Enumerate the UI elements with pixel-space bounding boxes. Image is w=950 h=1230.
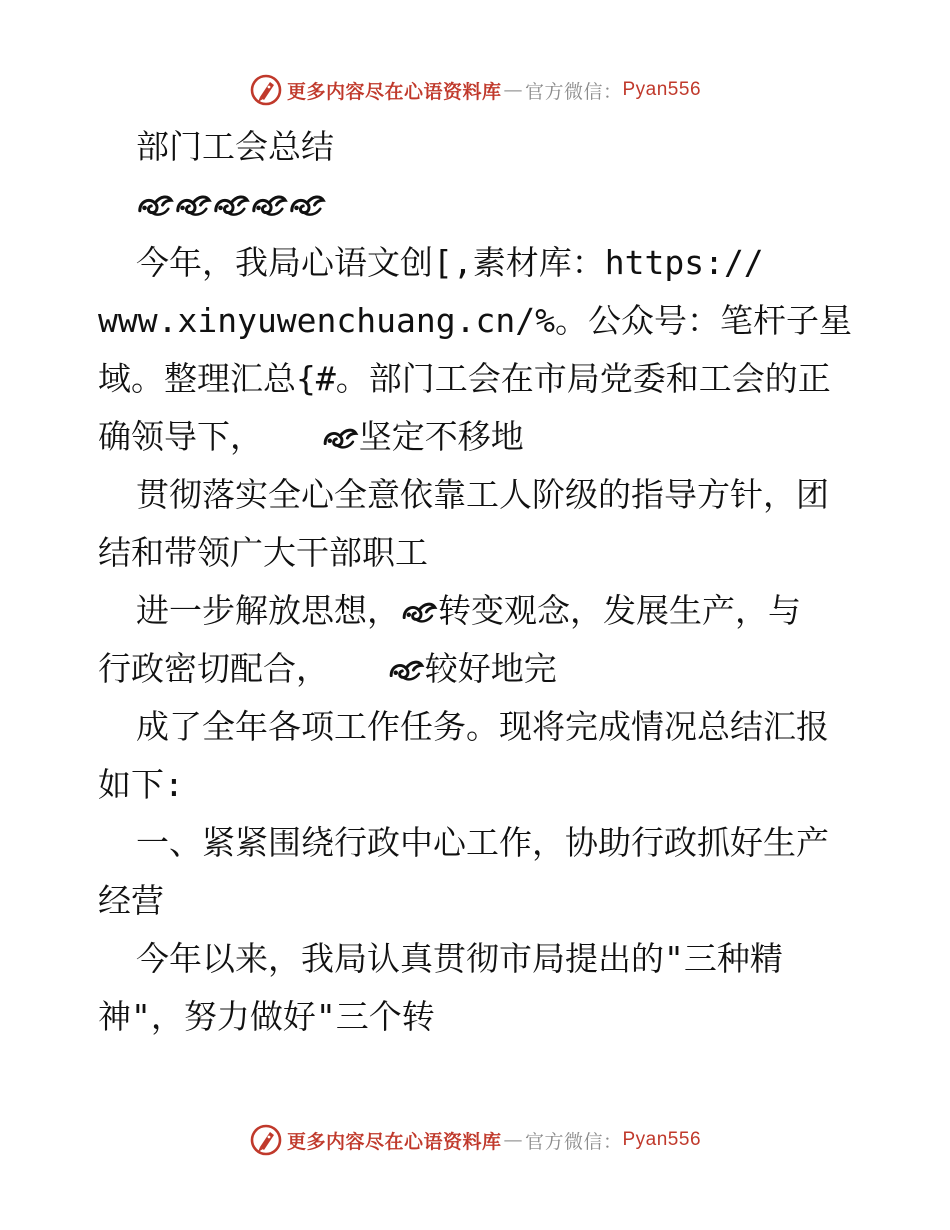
paragraph-line: 域。整理汇总{#。部门工会在市局党委和工会的正 [98,359,831,398]
paragraph-text: 确领导下， [98,417,263,456]
paragraph-text: 较好地完 [424,649,557,688]
paragraph-line: 今年以来，我局认真贯彻市局提出的"三种精 [136,939,783,978]
paragraph-line [98,582,858,640]
flourish-ornament-icon [321,425,359,451]
banner-site-name: 更多内容尽在心语资料库 [286,80,502,103]
flourish-ornament-icon [250,191,288,219]
header-watermark-banner [0,70,950,110]
paragraph-line [98,408,858,466]
section-heading: 一、紧紧围绕行政中心工作，协助行政抓好生产 [136,823,829,862]
paragraph-line: 贯彻落实全心全意依靠工人阶级的指导方针，团 [136,475,829,514]
banner-wechat-account: Pyan556 [622,1129,702,1150]
document-title: 部门工会总结 [136,127,334,166]
banner-wechat-account: Pyan556 [622,79,702,100]
flourish-ornament-icon [400,599,438,625]
paragraph-line: 如下: [98,765,184,804]
flourish-ornament-icon [212,191,250,219]
paragraph-line: 神"，努力做好"三个转 [98,997,435,1036]
banner-site-name: 更多内容尽在心语资料库 [286,1130,502,1153]
paragraph-text: 行政密切配合， [98,649,329,688]
pen-nib-logo-icon [249,1123,283,1157]
section-heading: 经营 [98,881,164,920]
paragraph-line: 结和带领广大干部职工 [98,533,428,572]
paragraph-text: 进一步解放思想， [136,591,400,630]
banner-dash: — [503,79,523,101]
footer-watermark-banner [0,1120,950,1160]
ornament-divider [98,176,858,234]
flourish-ornament-icon [387,657,425,683]
document-body [98,118,858,1046]
flourish-ornament-icon [174,191,212,219]
paragraph-line: www.xinyuwenchuang.cn/%。公众号：笔杆子星 [98,301,852,340]
flourish-ornament-icon [136,191,174,219]
banner-dash: — [503,1129,523,1151]
flourish-ornament-icon [288,191,326,219]
paragraph-line: 今年，我局心语文创[,素材库：https:// [136,243,764,282]
paragraph-text: 转变观念，发展生产，与 [438,591,801,630]
paragraph-line: 成了全年各项工作任务。现将完成情况总结汇报 [136,707,829,746]
banner-wechat-label: 官方微信： [524,1130,623,1153]
paragraph-line [98,640,858,698]
pen-nib-logo-icon [249,73,283,107]
banner-wechat-label: 官方微信： [524,80,623,103]
paragraph-text: 坚定不移地 [358,417,524,456]
